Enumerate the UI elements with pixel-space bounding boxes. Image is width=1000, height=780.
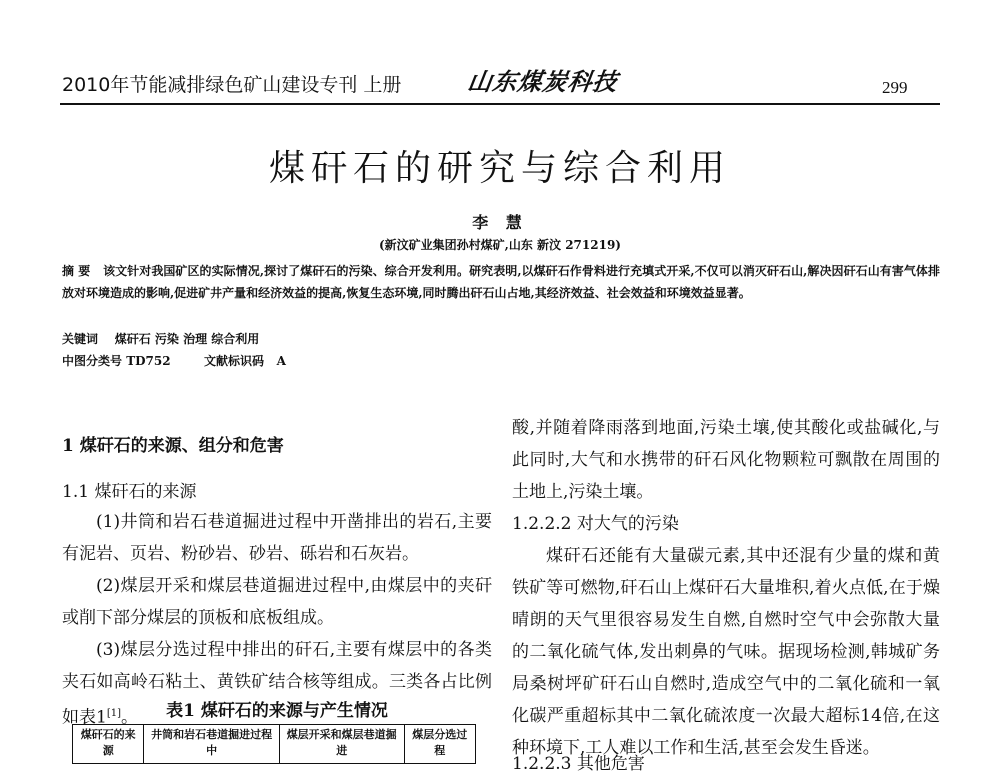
paragraph-soil-continued: 酸,并随着降雨落到地面,污染土壤,使其酸化或盐碱化,与此同时,大气和水携带的矸石风化物颗粒可飘散在周围的土地上,污染土壤。 [512,418,940,502]
table-header-row [73,725,476,764]
paragraph-source-3-text: (3)煤层分选过程中排出的矸石,主要有煤层中的各类夹石如高岭石粘土、黄铁矿结合核等组成。三类各占比例如表1 [62,640,492,728]
author: 李 慧 [472,213,528,232]
class-value: TD752 [126,354,171,368]
journal-issue: 2010年节能减排绿色矿山建设专刊 上册 [62,74,402,96]
abstract-text: 该文针对我国矿区的实际情况,探讨了煤矸石的污染、综合开发利用。研究表明,以煤矸石作骨料进行充填式开采,不仅可以消灭矸石山,解决因矸石山有害气体排放对环境造成的影响,促进矿井产量和经济效益的提高,恢复生态环境,同时腾出矸石山占地,其经济效益、社会效益和环境效益显著。 [62,264,940,300]
section-heading-1-2-2-2: 1.2.2.2 对大气的污染 [512,514,679,534]
section-heading-1: 1 煤矸石的来源、组分和危害 [62,436,284,456]
header-rule [60,103,940,105]
paragraph-air-pollution: 煤矸石还能有大量碳元素,其中还混有少量的煤和黄铁矿等可燃物,矸石山上煤矸石大量堆积,着火点低,在于燥晴朗的天气里很容易发生自燃,自燃时空气中会弥散大量的二氧化硫气体,发出刺鼻的气味。据现场检测,韩城矿务局桑树坪矿矸石山自燃时,造成空气中的二氧化硫和一氧化碳严重超标其中二氧化硫浓度一次最大超标14倍,在这种环境下,工人难以工作和生活,甚至会发生昏迷。 [512,546,940,758]
table-header-cell: 煤矸石的来源 [73,725,144,764]
classification [62,350,286,372]
table-header-cell: 煤层开采和煤层巷道掘进 [279,725,404,764]
paragraph-source-2: (2)煤层开采和煤层巷道掘进过程中,由煤层中的夹矸或削下部分煤层的顶板和底板组成。 [62,576,492,628]
table-caption: 表1 煤矸石的来源与产生情况 [166,701,388,721]
paragraph-source-1: (1)井筒和岩石巷道掘进过程中开凿排出的岩石,主要有泥岩、页岩、粉砂岩、砂岩、砾岩和石灰岩。 [62,512,492,564]
table-header-cell: 井筒和岩石巷道掘进过程中 [144,725,279,764]
page-number: 299 [882,78,908,97]
section-heading-1-2-2-3: 1.2.2.3 其他危害 [512,754,645,774]
section-heading-1-1: 1.1 煤矸石的来源 [62,482,197,502]
class-label: 中图分类号 [62,354,123,368]
keywords-items: 煤矸石 污染 治理 综合利用 [114,332,260,346]
abstract [62,260,940,304]
doc-code-label: 文献标识码 [204,354,265,368]
journal-logo: 山东煤炭科技 [465,67,620,96]
abstract-label: 摘 要 [62,264,91,278]
keywords-label: 关键词 [62,332,99,346]
affiliation: (新汶矿业集团孙村煤矿,山东 新汶 271219) [379,238,621,252]
keywords [62,328,259,350]
doc-code-value: A [276,354,286,368]
paper-title: 煤矸石的研究与综合利用 [268,148,731,189]
paragraph-source-3-end: 。 [121,707,138,728]
table-header-cell: 煤层分选过程 [404,725,475,764]
citation-ref: [1] [106,708,121,719]
source-table [72,724,476,764]
